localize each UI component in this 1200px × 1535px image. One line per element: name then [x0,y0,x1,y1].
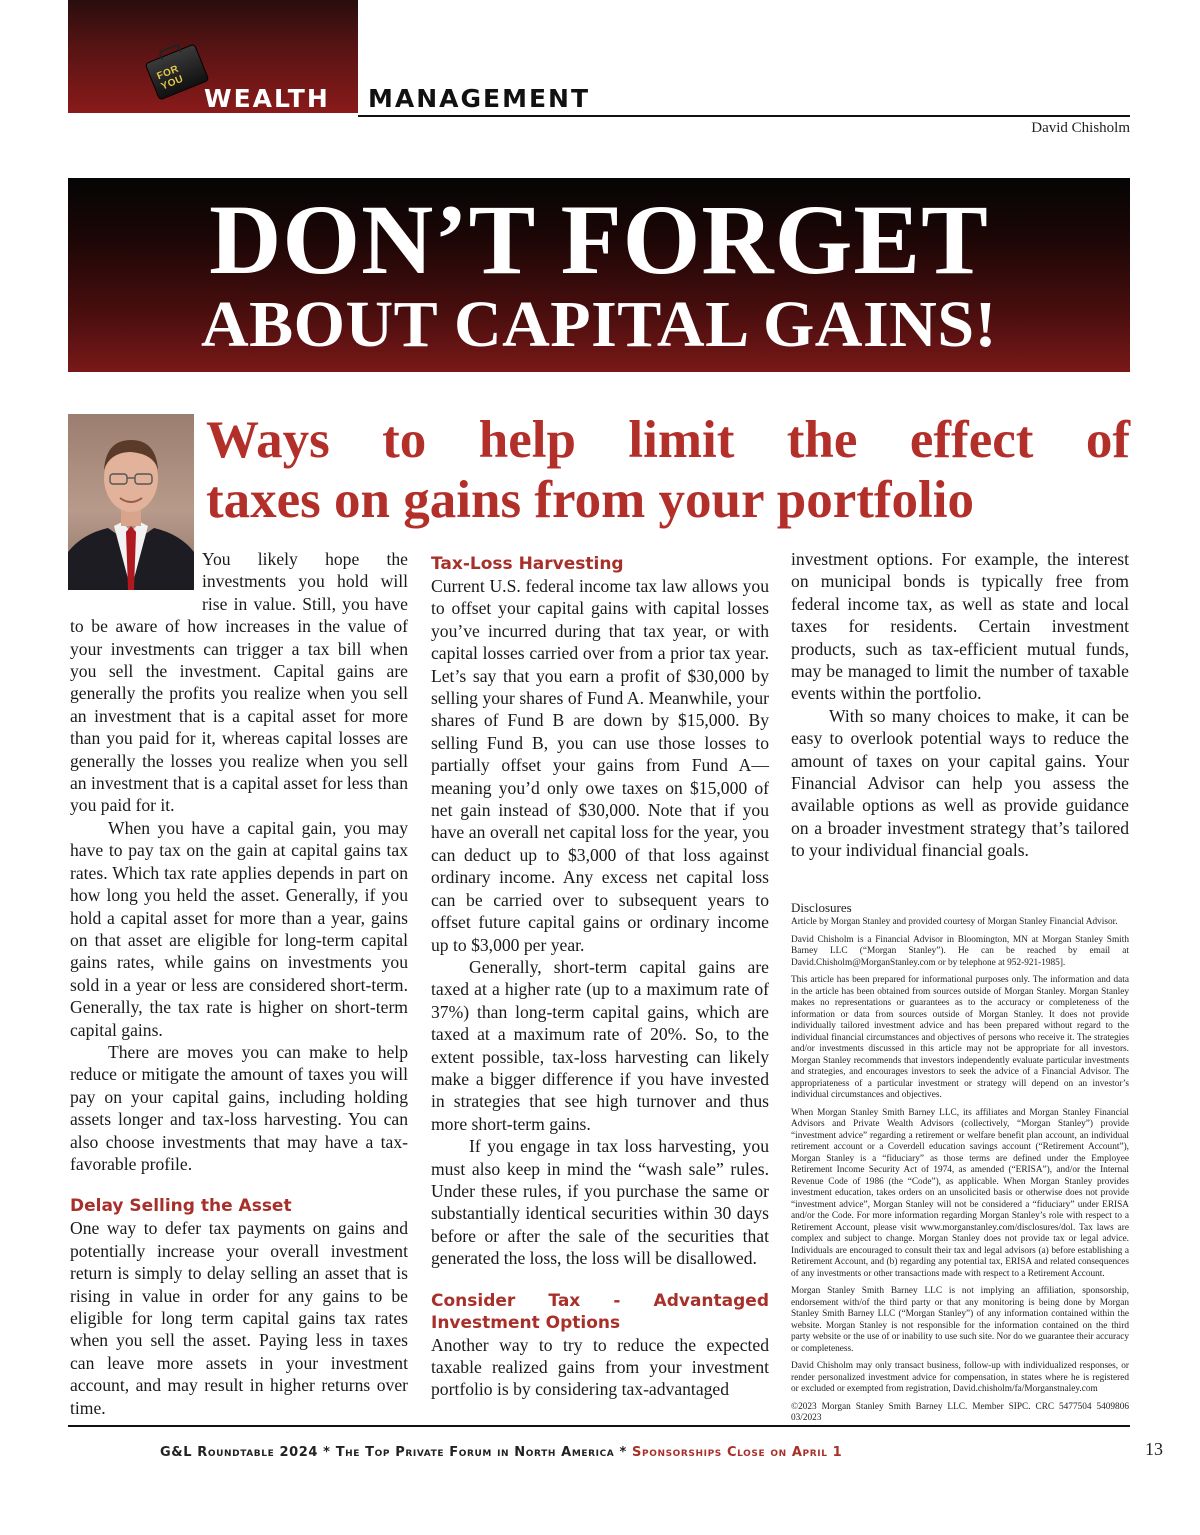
disclosure-2: David Chisholm is a Financial Advisor in Bloomington, MN at Morgan Stanley Smith Barney LLC (“Morgan Stanley”). He can be reached by email at David.Chisholm@MorganStanley.com or by telephone at 952-921-1985]. [791,934,1129,968]
disclosures-block [791,900,1129,1431]
page-number: 13 [1145,1439,1163,1459]
disclosure-4: When Morgan Stanley Smith Barney LLC, its affiliates and Morgan Stanley Financial Advisors and Private Wealth Advisors (collectively, “Morgan Stanley”) provide “investment advice” regarding a retirement or welfare benefit plan account, an individual retirement account or a Coverdell education savings account (“Retirement Account”), Morgan Stanley is a “fiduciary” as those terms are defined under the Employee Retirement Income Security Act of 1974, as amended (“ERISA”), and/or the Internal Revenue Code of 1986 (the “Code”), as applicable. When Morgan Stanley provides investment education, takes orders on an unsolicited basis or otherwise does not provide “investment advice”, Morgan Stanley will not be considered a “fiduciary” under ERISA and/or the Code. For more information regarding Morgan Stanley’s role with respect to a Retirement Account, please visit www.morganstanley.com/disclosures/dol. Tax laws are complex and subject to change. Morgan Stanley does not provide tax or legal advice. Individuals are encouraged to consult their tax and legal advisors (a) before establishing a Retirement Account, and (b) regarding any potential tax, ERISA and related consequences of any investments or other transactions made with respect to a Retirement Account. [791,1107,1129,1279]
headline-line2: ABOUT CAPITAL GAINS! [200,288,998,361]
disclosure-3: This article has been prepared for informational purposes only. The information and data in the article has been obtained from sources outside of Morgan Stanley. Morgan Stanley makes no representations or guarantees as to the accuracy or completeness of the information or data from sources outside of Morgan Stanley. It does not provide individually tailored investment advice and has been prepared without regard to the individual financial circumstances and objectives of persons who receive it. The strategies and/or investments discussed in this article may not be appropriate for all investors. Morgan Stanley recommends that investors independently evaluate particular investments and strategies, and encourages investors to seek the advice of a Financial Advisor. The appropriateness of a particular investment or strategy will depend on an investor’s individual circumstances and objectives. [791,975,1129,1100]
footer-banner [160,1445,842,1460]
heading-tax-loss-harvesting: Tax-Loss Harvesting [431,554,624,574]
header-divider [358,115,1130,117]
disclosures-title: Disclosures [791,900,852,915]
article-subtitle [206,410,1130,530]
paragraph-intro-text: You likely hope the investments you hold will rise in value. Still, you have to be aware of how increases in the value of your investments can trigger a tax bill when you sell the investment. Capital gains are generally the profits you realize when you sell an investment that is a capital asset for more than you paid for it, whereas capital losses are generally the losses you realize when you sell an investment that is a capital asset for less than you paid for it. [70,549,408,816]
paragraph-wash-sale: If you engage in tax loss harvesting, you must also keep in mind the “wash sale” rules. Under these rules, if you purchase the same or substantially identical securities within 30 days before or after the sale of the securities that generated the loss, the loss will be disallowed. [431,1136,769,1269]
paragraph-financial-advisor: With so many choices to make, it can be easy to overlook potential ways to reduce the amount of taxes on your capital gains. Your Financial Advisor can help you assess the available options as well as provide guidance on a broader investment strategy that’s tailored to your individual financial goals. [791,705,1129,861]
section-title-word2: MANAGEMENT [368,84,591,113]
heading-delay-selling: Delay Selling the Asset [70,1196,292,1217]
paragraph-moves: There are moves you can make to help reduce or mitigate the amount of taxes you will pay on your capital gains, including holding assets longer and tax-loss harvesting. You can also choose investments that may have a tax-favorable profile. [70,1041,408,1174]
paragraph-tax-advantaged: Another way to try to reduce the expected taxable realized gains from your investment portfolio is by considering tax-advantaged [431,1334,769,1400]
briefcase-tag: FOR YOU [155,63,186,93]
author-name: David Chisholm [1031,120,1130,136]
section-title-word1: WEALTH [204,84,330,113]
paragraph-investment-options: investment options. For example, the interest on municipal bonds is typically free from federal income tax, as well as state and local taxes for residents. Certain investment products, such as tax-efficient mutual funds, may be managed to limit the number of taxable events within the portfolio. [791,549,1129,704]
subtitle-line2: taxes on gains from your portfolio [206,471,975,529]
footer-divider [68,1425,1130,1427]
disclosure-7: ©2023 Morgan Stanley Smith Barney LLC. Member SIPC. CRC 5477504 5409806 03/2023 [791,1401,1129,1423]
article-column-3 [791,548,1129,862]
footer-text: G&L Roundtable 2024 * The Top Private Forum in North America * [160,1445,633,1460]
headline-line1: DON’T FORGET [209,184,989,295]
headline-banner [68,178,1130,372]
article-column-1 [70,548,408,1419]
disclosure-5: Morgan Stanley Smith Barney LLC is not implying an affiliation, sponsorship, endorsement with/of the third party or that any monitoring is being done by Morgan Stanley Smith Barney LLC (“Morgan Stanley”) of any information contained within the website. Morgan Stanley is not responsible for the information contained on the third party website or the use of or inability to use such site. Nor do we guarantee their accuracy or completeness. [791,1286,1129,1354]
footer-highlight: Sponsorships Close on April 1 [632,1445,843,1460]
subtitle-line1: Ways to help limit the effect of [206,411,1130,469]
disclosure-1: Article by Morgan Stanley and provided courtesy of Morgan Stanley Financial Advisor. [791,917,1118,927]
paragraph-capital-gain: When you have a capital gain, you may have to pay tax on the gain at capital gains tax rates. Which tax rate applies depends in part on how long you held the asset. Generally, if you hold a capital asset for more than a year, gains on that asset are eligible for long-term capital gains rates, while gains on investments you sold in a year or less are considered short-term. Generally, the tax rate is higher on short-term capital gains. [70,817,408,1040]
paragraph-delay-selling: One way to defer tax payments on gains and potentially increase your overall investment return is simply to delay selling an asset that is rising in value in order for any gains to be eligible for long term capital gains tax rates when you sell the asset. Paying less in taxes can leave more assets in your investment account, and may result in higher returns over time. [70,1218,408,1418]
disclosure-6: David Chisholm may only transact business, follow-up with individualized responses, or render personalized investment advice for compensation, in states where he is registered or excluded or exempted from registration, David.chisholm/fa/Morganstnaley.com [791,1361,1129,1394]
heading-tax-advantaged: Consider Tax - Advantaged Investment Options [431,1290,769,1333]
photo-wrap-spacer [70,548,202,612]
article-column-2 [431,553,769,1401]
paragraph-tax-loss: Current U.S. federal income tax law allows you to offset your capital gains with capital losses you’ve incurred during that tax year, or with capital losses carried over from a prior tax year. Let’s say that you earn a profit of $30,000 by selling your shares of Fund A. Meanwhile, your shares of Fund B are down by $15,000. By selling Fund B, you can use those losses to partially offset your gains from Fund A—meaning you’d only owe taxes on $15,000 of net gain instead of $30,000. Note that if you have an overall net capital loss for the year, you can deduct up to $3,000 of that loss against ordinary income. Any excess net capital loss can be carried over to subsequent years to offset future capital gains or ordinary income up to $3,000 per year. [431,576,769,955]
paragraph-short-term: Generally, short-term capital gains are taxed at a higher rate (up to a maximum rate of 37%) than long-term capital gains, which are taxed at a maximum rate of 20%. So, to the extent possible, tax-loss harvesting can likely make a bigger difference if you have invested in strategies that see high turnover and thus more short-term gains. [431,956,769,1134]
